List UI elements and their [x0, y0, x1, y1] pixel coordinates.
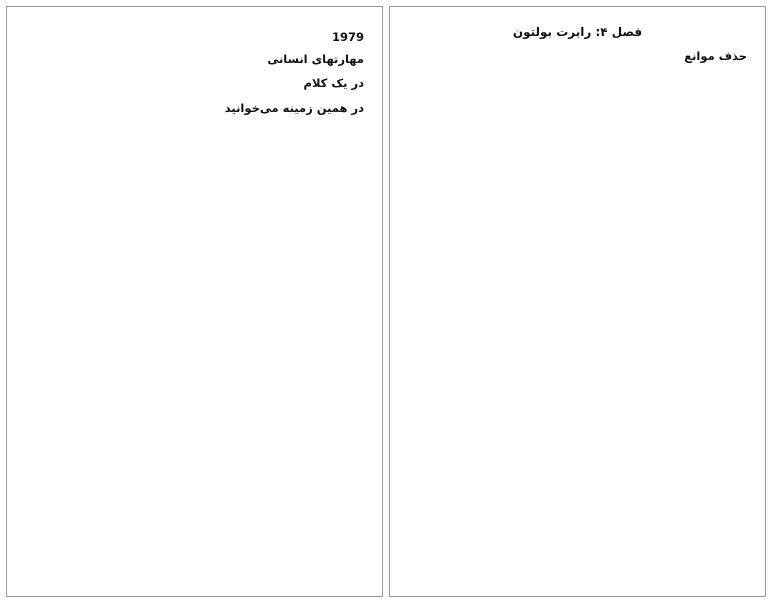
left-page	[6, 6, 383, 597]
chapter-title: فصل ۴: رابرت بولتون	[512, 25, 643, 39]
section-title: حذف موانع	[684, 49, 747, 64]
section-title: مهارتهای انسانی	[267, 52, 364, 67]
year-heading: 1979	[331, 30, 364, 44]
right-page	[389, 6, 766, 597]
section-title: در یک کلام	[303, 76, 364, 91]
section-title: در همین زمینه می‌خوانید	[224, 100, 364, 115]
